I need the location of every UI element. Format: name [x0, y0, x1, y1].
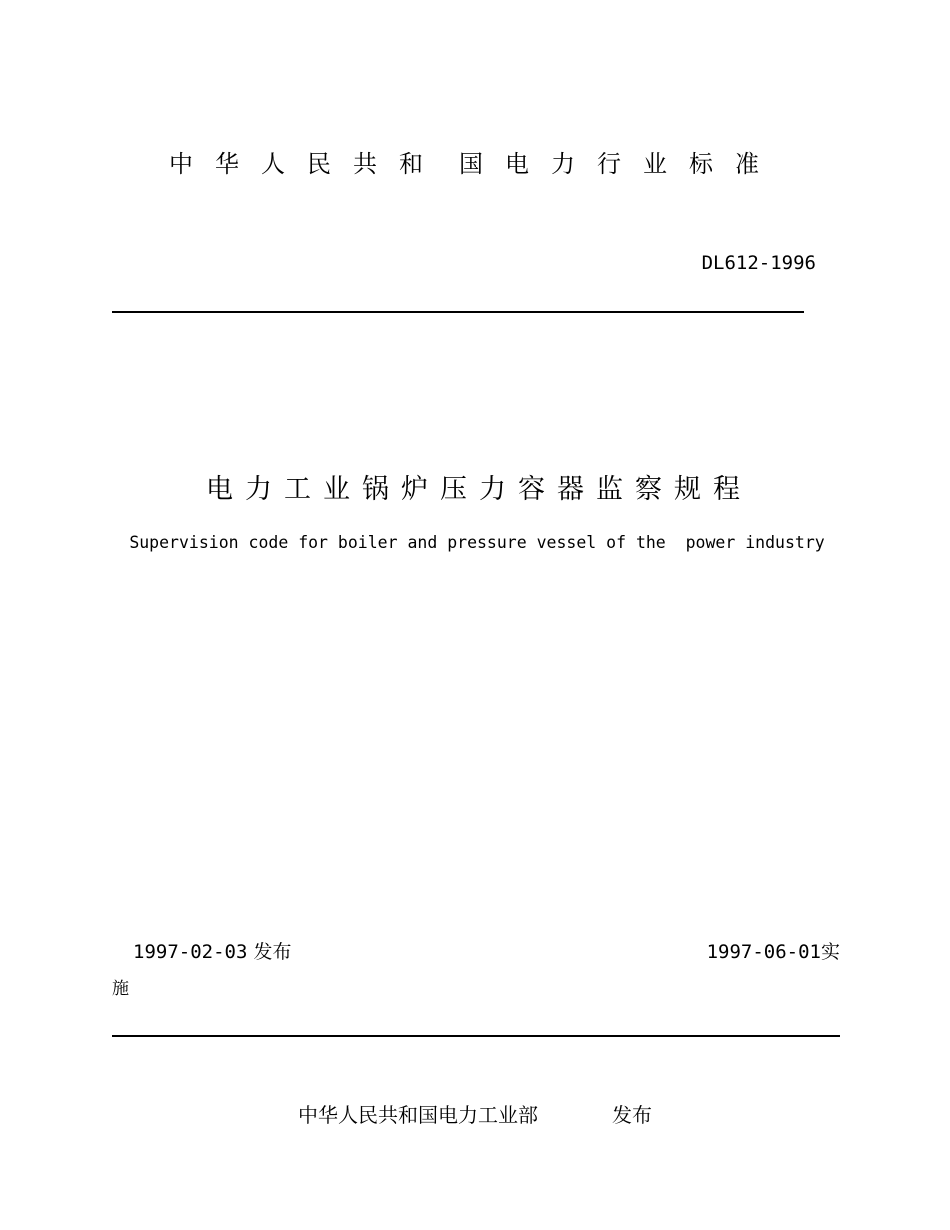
issue-date: 1997-02-03 — [133, 941, 248, 963]
implement-label-part2: 施 — [112, 979, 129, 999]
publisher-name: 中华人民共和国电力工业部 — [298, 1103, 538, 1127]
implement-label-part1: 实 — [820, 941, 840, 963]
document-title-en: Supervision code for boiler and pressure vessel of the power industry — [129, 533, 825, 552]
document-title-zh: 电力工业锅炉压力容器监察规程 — [206, 474, 752, 505]
bottom-divider — [112, 1035, 840, 1037]
issue-label: 发布 — [253, 941, 292, 963]
publish-label: 发布 — [612, 1103, 652, 1127]
issue-date-line — [133, 940, 291, 964]
header-org-part1: 中华人民共和 — [169, 150, 445, 178]
document-header — [0, 148, 950, 180]
implement-date: 1997-06-01 — [706, 941, 821, 963]
top-divider — [112, 311, 804, 313]
header-org-part2: 国电力行业标准 — [459, 150, 781, 178]
standard-code: DL612-1996 — [701, 252, 816, 274]
implement-date-line — [707, 940, 840, 964]
